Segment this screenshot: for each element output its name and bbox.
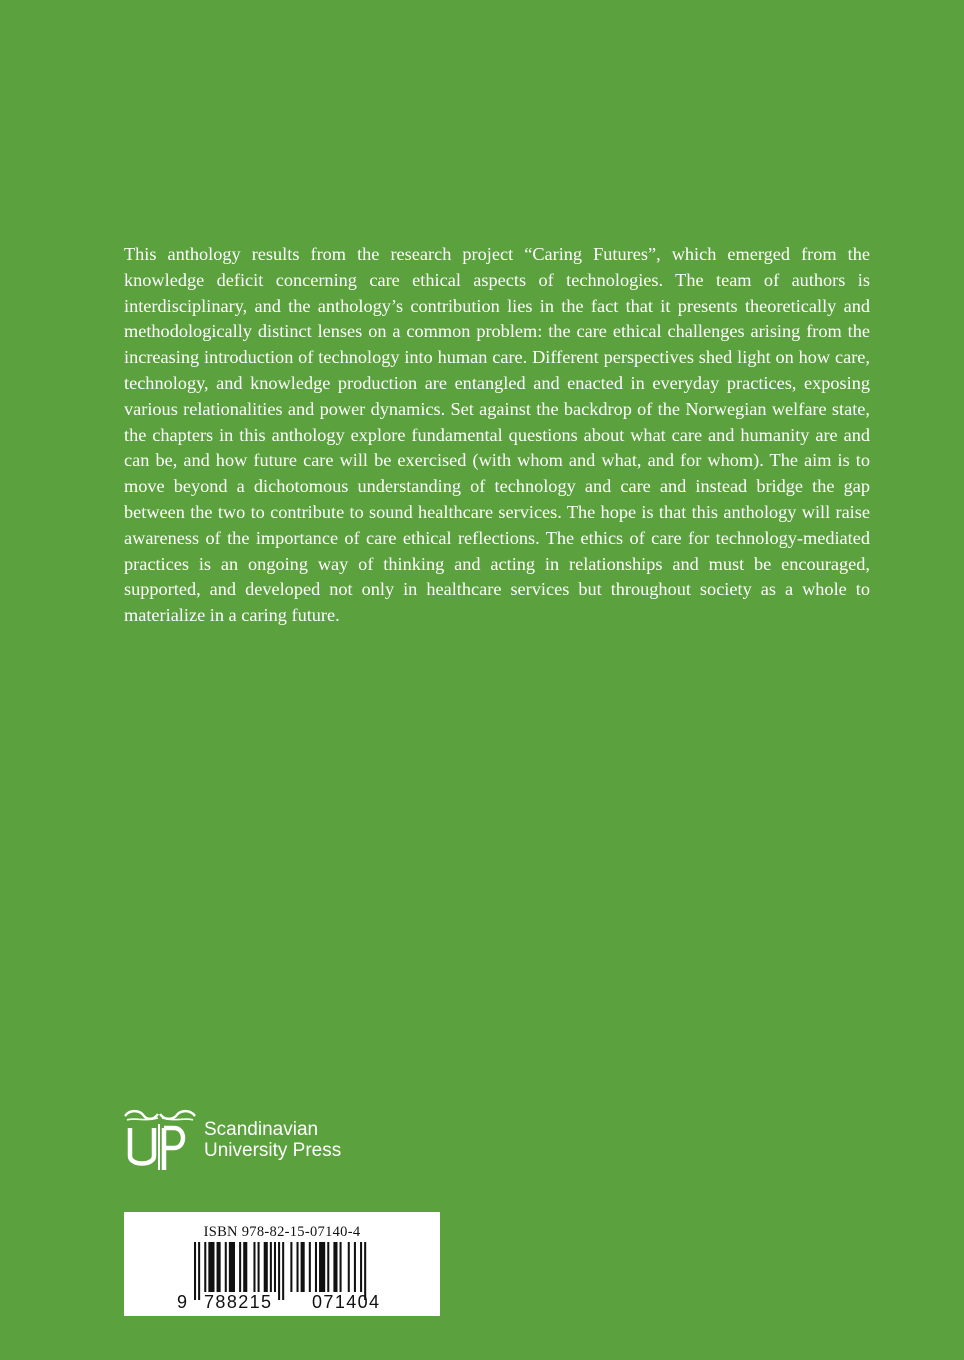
barcode-bar [217, 1242, 221, 1292]
publisher-block [124, 1108, 341, 1172]
isbn-barcode [124, 1212, 440, 1316]
barcode-bar [319, 1242, 325, 1292]
barcode-bar [309, 1242, 311, 1292]
barcode-bar [239, 1242, 241, 1292]
barcode-bar [297, 1242, 299, 1292]
barcode-bar [360, 1242, 362, 1292]
barcode-bar [204, 1242, 206, 1292]
barcode-bar [243, 1242, 247, 1292]
barcode-bar [354, 1242, 356, 1292]
barcode-bar [290, 1242, 292, 1292]
barcode-bar [333, 1242, 337, 1292]
barcode-bar [208, 1242, 214, 1292]
barcode-bar [340, 1242, 342, 1292]
ean-lead-digit: 9 [177, 1292, 189, 1312]
scandinavian-university-press-logo [124, 1108, 196, 1172]
barcode-bar [274, 1242, 276, 1292]
barcode-bar [270, 1242, 272, 1292]
barcode-bar [278, 1242, 280, 1300]
barcode-bar [327, 1242, 329, 1292]
isbn-label: ISBN 978-82-15-07140-4 [203, 1224, 361, 1240]
barcode-bar [315, 1242, 317, 1292]
barcode-bar [253, 1242, 255, 1292]
barcode-bar [194, 1242, 196, 1300]
barcode-bar [198, 1242, 200, 1300]
barcode-bar [282, 1242, 284, 1300]
barcode-bar [225, 1242, 227, 1292]
ean-left-digits: 788215 [204, 1292, 273, 1312]
barcode-bar [258, 1242, 260, 1292]
ean-right-digits: 071404 [312, 1292, 381, 1312]
back-cover-blurb: This anthology results from the research project “Caring Futures”, which emerged from the knowledge deficit concerning care ethical aspects of technologies. The team of authors is interdisciplinary, and the anthology’s contribution lies in the fact that it presents theoretically and methodologically distinct lenses on a common problem: the care ethical challenges arising from the increasing introduction of technology into human care. Different perspectives shed light on how care, technology, and knowledge production are entangled and enacted in everyday practices, exposing various relationalities and power dynamics. Set against the backdrop of the Norwegian welfare state, the chapters in this anthology explore fundamental questions about what care and humanity are and can be, and how future care will be exercised (with whom and what, and for whom). The aim is to move beyond a dichotomous understanding of technology and care and instead bridge the gap between the two to contribute to sound healthcare services. The hope is that this anthology will raise awareness of the importance of care ethical reflections. The ethics of care for technology-mediated practices is an ongoing way of thinking and acting in relationships and must be encouraged, supported, and developed not only in healthcare services but throughout society as a whole to materialize in a caring future. [124, 244, 870, 626]
barcode-bar [264, 1242, 268, 1292]
barcode-bar [229, 1242, 235, 1292]
barcode-bar [301, 1242, 305, 1292]
publisher-name-line2: University Press [204, 1140, 342, 1161]
publisher-name-line1: Scandinavian [204, 1119, 319, 1140]
barcode-bar [348, 1242, 350, 1292]
